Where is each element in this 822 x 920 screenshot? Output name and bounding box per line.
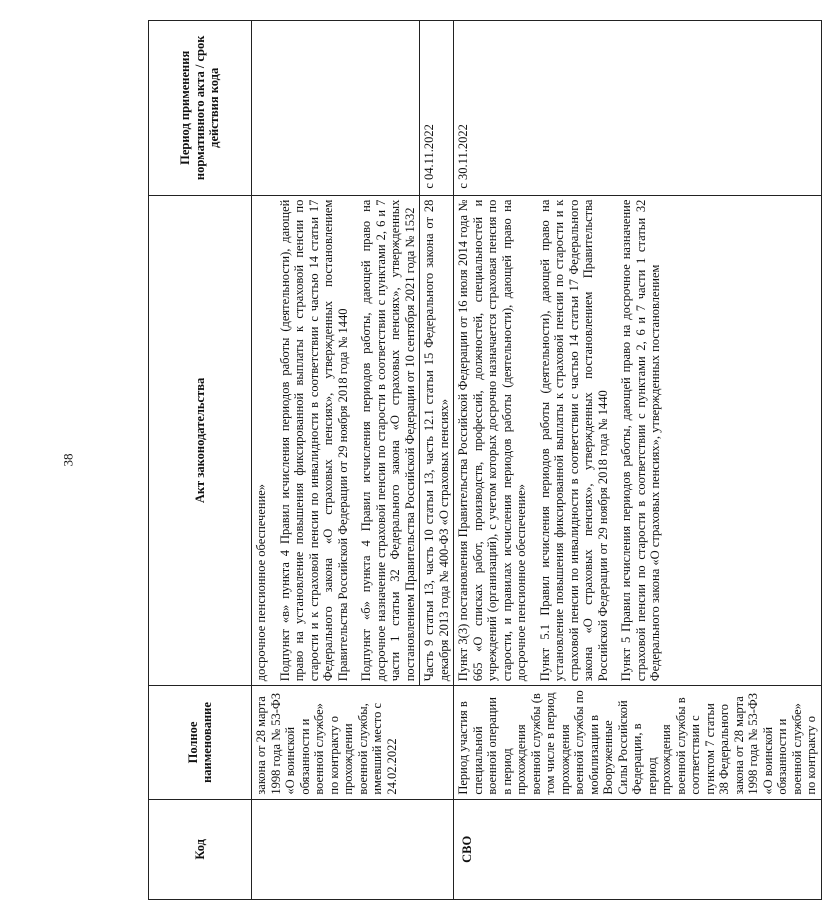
act-paragraph: Пункт 5 Правил исчисления периодов работы, дающей право на досрочное назначение страховой пенсии по старости в соответствии с пунктами 2, 6 и 7 части 1 статьи 32 Федерального закона «О страховых пенсиях», утвержденных постановлением bbox=[619, 199, 662, 682]
row-acts bbox=[420, 195, 454, 686]
act-paragraph: досрочное пенсионное обеспечение» bbox=[254, 483, 268, 682]
header-act: Акт законодательства bbox=[149, 195, 252, 686]
act-paragraph: Пункт 5.1 Правил исчисления периодов работы (деятельности), дающей право на установление повышения фиксированной выплаты к страховой пенсии по старости и к страховой пенсии по инвалидности в соответствии с частью 14 статьи 17 Федерального закона «О страховых пенсиях», утвержденных постановлением Правительства Российской Федерации от 29 ноября 2018 года № 1440 bbox=[537, 199, 610, 682]
row-code: СВО bbox=[454, 799, 822, 899]
act-paragraph: Подпункт «б» пункта 4 Правил исчисления периодов работы, дающей право на досрочное назначение страховой пенсии по старости в соответствии с пунктами 2, 6 и 7 части 1 статьи 32 Федерального закона «О страховых пенсиях», утвержденных постановлением Правительства Российской Федерации от 10 сентября 2021 года № 1532 bbox=[359, 199, 417, 682]
row-period: с 30.11.2022 bbox=[454, 21, 822, 196]
table-row bbox=[252, 21, 420, 900]
rotated-table-sheet bbox=[148, 20, 818, 900]
page-number: 38 bbox=[60, 453, 76, 467]
header-period: Период применения нормативного акта / срок действия кода bbox=[149, 21, 252, 196]
table-row bbox=[454, 21, 822, 900]
act-paragraph: Подпункт «в» пункта 4 Правил исчисления периодов работы (деятельности), дающей право на установление повышения фиксированной выплаты к страховой пенсии по старости и к страховой пенсии по инвалидности в соответствии с частью 14 статьи 17 Федерального закона «О страховых пенсиях», утвержденных постановлением Правительства Российской Федерации от 29 ноября 2018 года № 1440 bbox=[277, 199, 350, 682]
header-code: Код bbox=[149, 799, 252, 899]
header-full-name: Полное наименование bbox=[149, 686, 252, 799]
row-period: с 04.11.2022 bbox=[420, 21, 454, 196]
row-code bbox=[252, 799, 454, 899]
legislation-table bbox=[148, 20, 822, 900]
act-paragraph: Пункт 3(3) постановления Правительства Российской Федерации от 16 июля 2014 года № 665 «О списках работ, производств, профессий, должностей, специальностей и учреждений (организаций), с учетом которых досрочно назначается страховая пенсия по старости, и правилах исчисления периодов работы (деятельности), дающей право на досрочное пенсионное обеспечение» bbox=[456, 199, 528, 682]
row-acts bbox=[252, 195, 420, 686]
act-paragraph: Часть 9 статьи 13, часть 10 статьи 13, часть 12.1 статьи 15 Федерального закона от 28 декабря 2013 года № 400-ФЗ «О страховых пенсиях» bbox=[422, 199, 451, 682]
row-full-name: Период участия в специальной военной операции в период прохождения военной службы (в том числе в период прохождения военной службы по мобилизации в Вооруженные Силы Российской Федерации, в период прохождения военной службы в соответствии с пунктом 7 статьи 38 Федерального закона от 28 марта 1998 года № 53-ФЗ «О воинской обязанности и военной службе» по контракту о bbox=[454, 686, 822, 799]
row-period bbox=[252, 21, 420, 196]
row-full-name: закона от 28 марта 1998 года № 53-ФЗ «О воинской обязанности и военной службе» по контракту о прохождении военной службы, имевший место с 24.02.2022 bbox=[252, 686, 454, 799]
row-acts bbox=[454, 195, 822, 686]
table-header-row bbox=[149, 21, 252, 900]
